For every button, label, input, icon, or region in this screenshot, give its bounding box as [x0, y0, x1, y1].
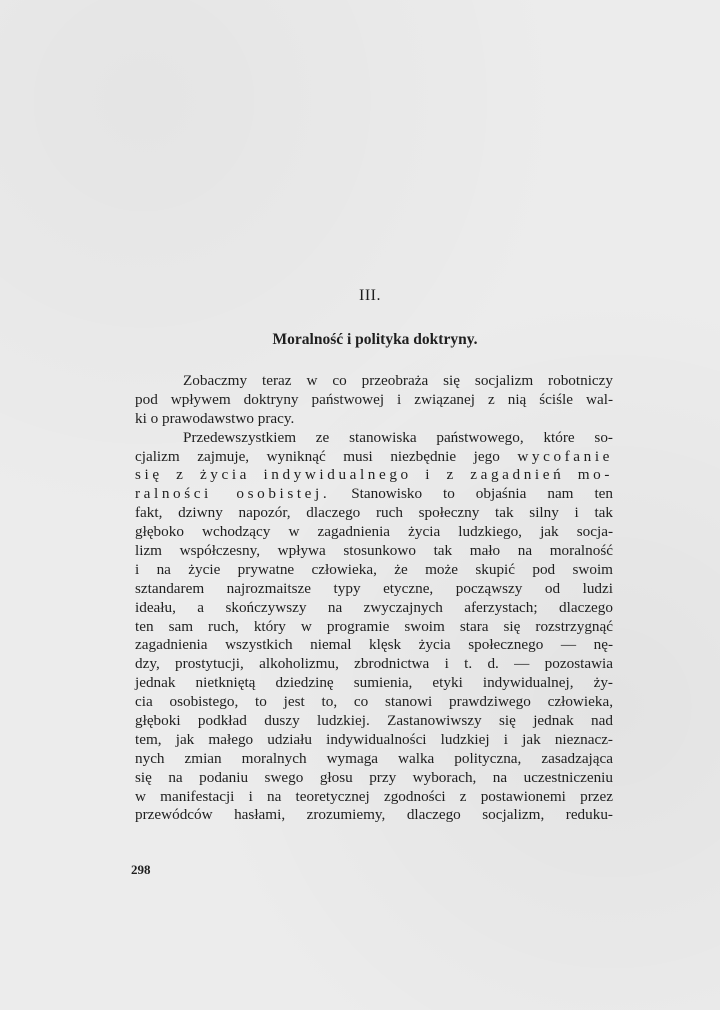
- emphasis-text: ralności osobistej.: [135, 485, 331, 503]
- text-line-part: cjalizm zajmuje, wyniknąć musi niezbędnie jego: [135, 447, 500, 465]
- text-line: przewódców hasłami, zrozumiemy, dlaczego socjalizm, reduku-: [135, 806, 613, 824]
- text-line: nych zmian moralnych wymaga walka polityczna, zasadzająca: [135, 749, 613, 767]
- text-line: Zobaczmy teraz w co przeobraża się socjalizm robotniczy: [183, 372, 613, 389]
- text-line: w manifestacji i na teoretycznej zgodności z postawionemi przez: [135, 787, 613, 805]
- text-line: jednak nietkniętą dziedzinę sumienia, etyki indywidualnej, ży-: [135, 674, 613, 692]
- chapter-number: III.: [359, 287, 381, 304]
- text-line: głęboko wchodzący w zagadnienia życia ludzkiego, jak socja-: [135, 523, 613, 541]
- text-line: ki o prawodawstwo pracy.: [135, 409, 295, 427]
- page-number: 298: [131, 862, 151, 877]
- text-line: Przedewszystkiem ze stanowiska państwowego, które so-: [183, 428, 613, 446]
- text-line: ideału, a skończywszy na zwyczajnych aferzystach; dlaczego: [135, 598, 613, 616]
- chapter-title: Moralność i polityka doktryny.: [272, 331, 478, 348]
- emphasis-line: się z życia indywidualnego i z zagadnień mo-: [135, 466, 613, 484]
- text-line: lizm współczesny, wpływa stosunkowo tak mało na moralność: [135, 542, 613, 560]
- text-line: pod wpływem doktryny państwowej i związanej z nią ściśle wal-: [135, 390, 613, 408]
- text-line: [135, 448, 613, 467]
- text-line: się na podaniu swego głosu przy wyborach, na uczestniczeniu: [135, 768, 613, 786]
- text-line: fakt, dziwny napozór, dlaczego ruch społeczny tak silny i tak: [135, 504, 613, 522]
- text-line-part: Stanowisko to objaśnia nam ten: [351, 485, 613, 503]
- text-line: i na życie prywatne człowieka, że może skupić pod swoim: [135, 560, 613, 578]
- text-line: ten sam ruch, który w programie swoim stara się rozstrzygnąć: [135, 617, 613, 635]
- text-line: tem, jak małego udziału indywidualności ludzkiej i jak nieznacz-: [135, 730, 613, 748]
- text-line: sztandarem najrozmaitsze typy etyczne, począwszy od ludzi: [135, 579, 613, 597]
- body-text: [135, 372, 613, 825]
- text-line: głęboki podkład duszy ludzkiej. Zastanowiwszy się jednak nad: [135, 712, 613, 730]
- text-line: dzy, prostytucji, alkoholizmu, zbrodnictwa i t. d. — pozostawia: [135, 655, 613, 673]
- text-line: cia osobistego, to jest to, co stanowi prawdziwego człowieka,: [135, 693, 613, 711]
- text-line: zagadnienia wszystkich niemal klęsk życia społecznego — nę-: [135, 636, 613, 654]
- emphasis-text: wycofanie: [517, 447, 613, 465]
- text-line: [135, 485, 613, 504]
